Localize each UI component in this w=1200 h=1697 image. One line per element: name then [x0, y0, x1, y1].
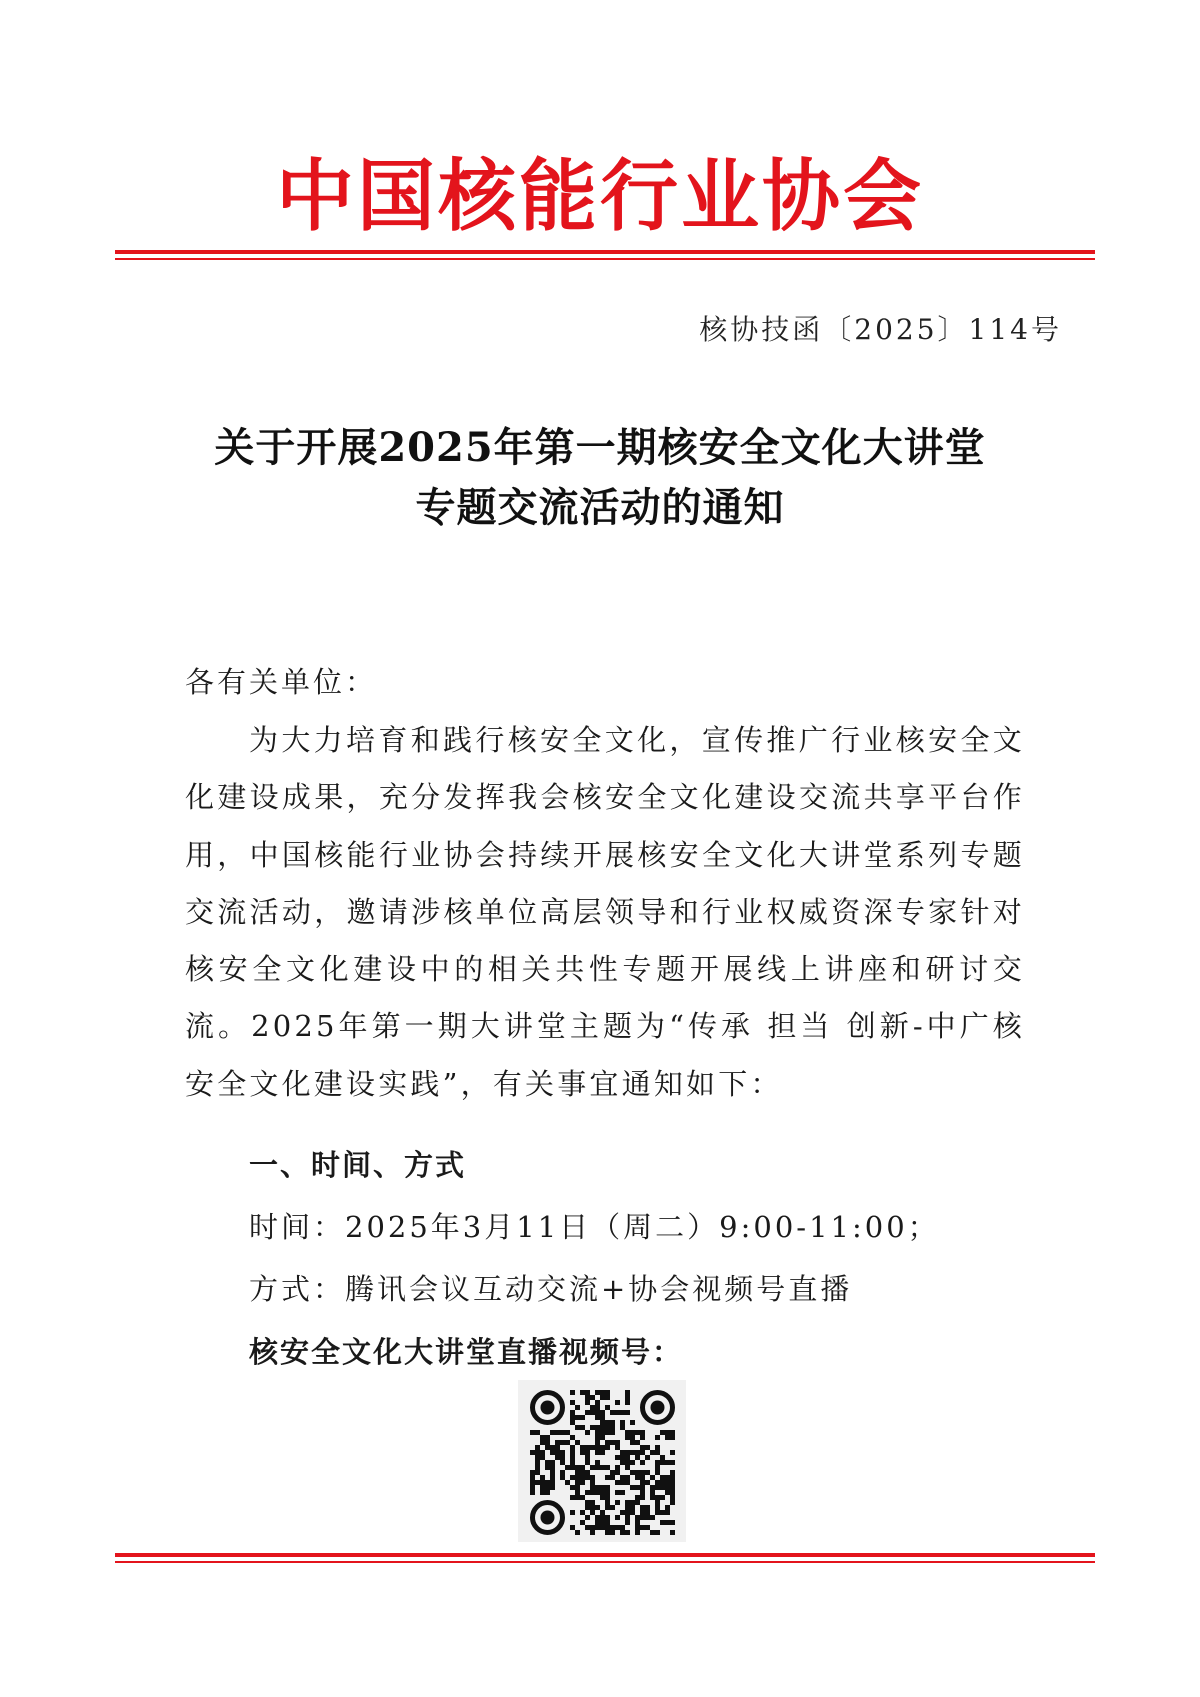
method-line: 方式：腾讯会议互动交流+协会视频号直播 [249, 1272, 853, 1306]
intro-paragraph: 为大力培育和践行核安全文化，宣传推广行业核安全文化建设成果，充分发挥我会核安全文化建设交流共享平台作用，中国核能行业协会持续开展核安全文化大讲堂系列专题交流活动，邀请涉核单位高层领导和行业权威资深专家针对核安全文化建设中的相关共性专题开展线上讲座和研讨交流。2025年第一期大讲堂主题为“传承 担当 创新-中广核安全文化建设实践”，有关事宜通知如下： [185, 723, 1025, 1101]
time-line: 时间：2025年3月11日（周二）9:00-11:00； [249, 1210, 940, 1244]
header-rule-thin [115, 258, 1095, 260]
document-number: 核协技函〔2025〕114号 [699, 313, 1062, 346]
notice-title-line-1: 关于开展2025年第一期核安全文化大讲堂 [214, 424, 986, 471]
notice-title-line-2: 专题交流活动的通知 [415, 484, 785, 531]
footer-rule-thick [115, 1553, 1095, 1557]
section-heading-time-method: 一、时间、方式 [249, 1148, 467, 1182]
salutation: 各有关单位： [185, 665, 378, 699]
qr-code-icon[interactable] [518, 1380, 686, 1542]
header-rule-thick [115, 250, 1095, 254]
qr-code-graphic [518, 1380, 686, 1542]
channel-label: 核安全文化大讲堂直播视频号： [249, 1335, 684, 1369]
organization-masthead: 中国核能行业协会 [275, 151, 924, 242]
footer-rule-thin [115, 1561, 1095, 1563]
